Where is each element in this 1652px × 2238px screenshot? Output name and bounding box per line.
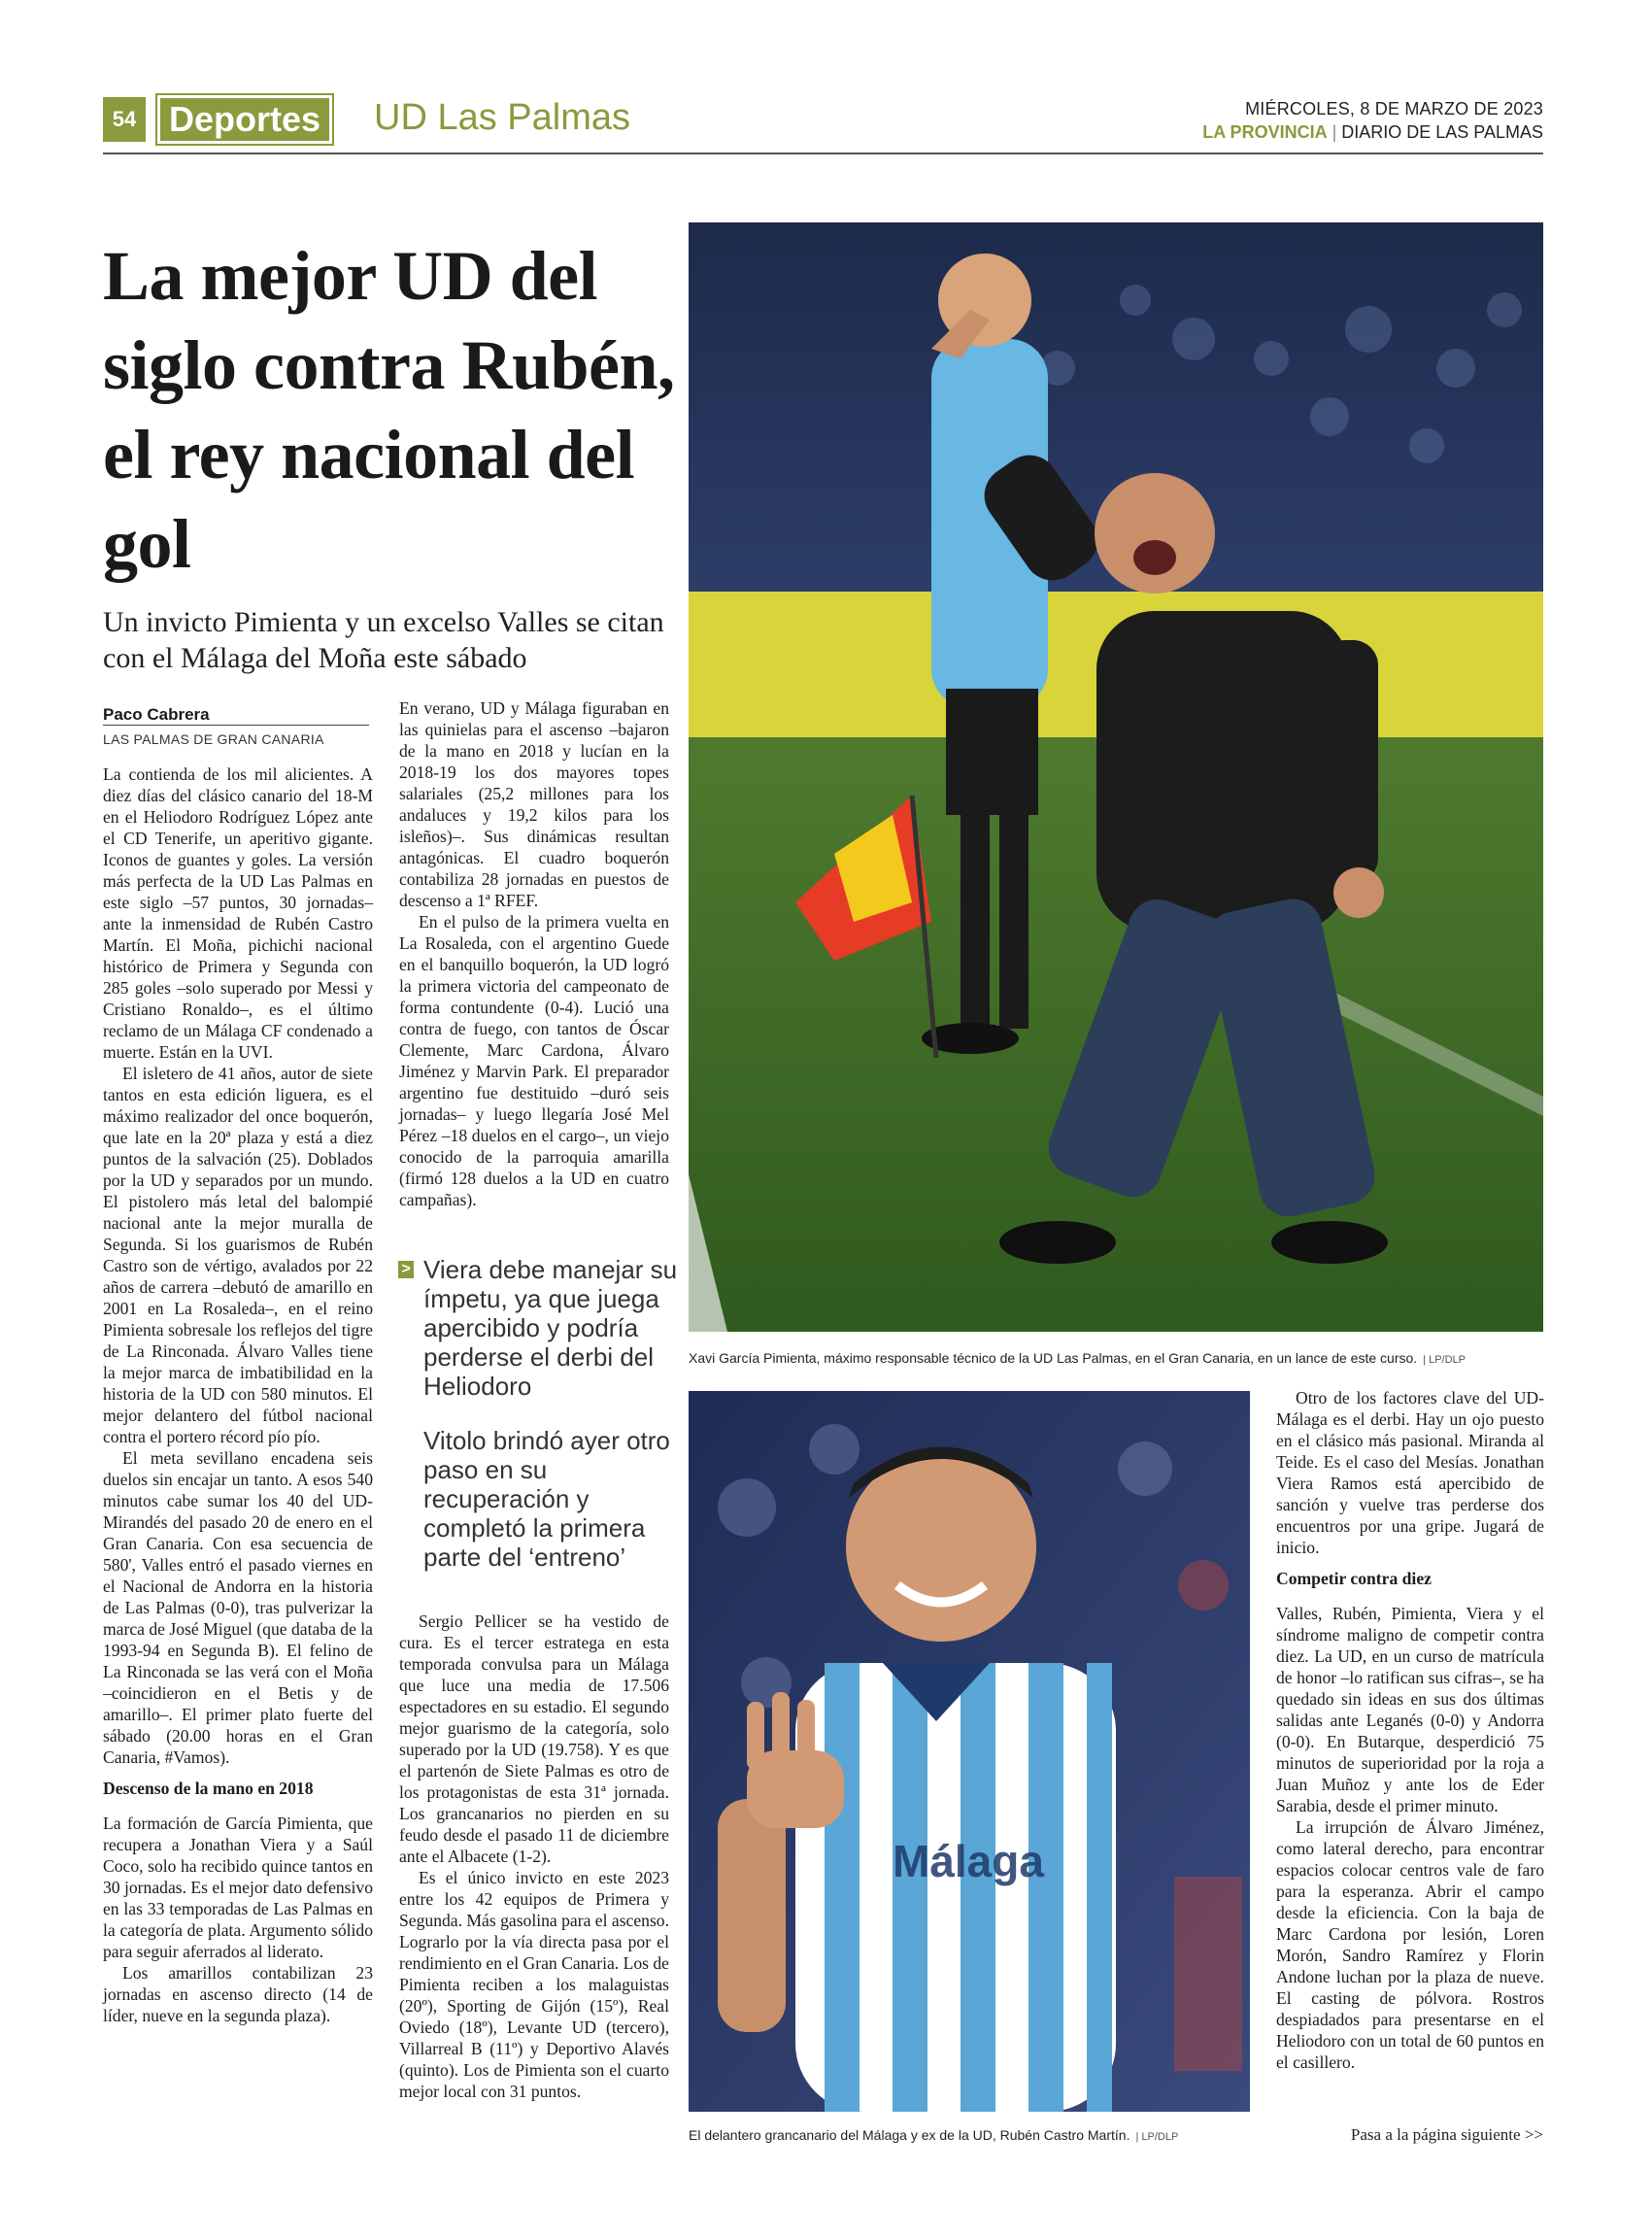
body-column-2-continued xyxy=(399,1611,669,2102)
dateline-place: LAS PALMAS DE GRAN CANARIA xyxy=(103,731,324,747)
credit-text: LP/DLP xyxy=(1429,1354,1466,1366)
pull-quotes xyxy=(398,1255,680,1572)
byline-rule xyxy=(103,725,369,726)
paragraph: La contienda de los mil alicientes. A diez días del clásico canario del 18-M en el Heliodoro Rodríguez López ante el CD Tenerife, un aperitivo gigante. Iconos de guantes y goles. La versión más perfecta de la UD Las Palmas en este siglo –57 puntos, 30 jornadas– ante la inmensidad de Rubén Castro Martín. El Moña, pichichi nacional histórico de Primera y Segunda con 285 goles –solo superado por Messi y Cristiano Ronaldo–, es el último reclamo de un Málaga CF condenado a muerte. Están en la UVI. xyxy=(103,764,373,1062)
photo-credit: | LP/DLP xyxy=(1423,1354,1466,1366)
section-label: Deportes xyxy=(157,95,332,144)
body-column-4 xyxy=(1276,1387,1544,2073)
brand-name: LA PROVINCIA xyxy=(1202,122,1328,142)
caption-text: El delantero grancanario del Málaga y ex de la UD, Rubén Castro Martín. xyxy=(689,2127,1130,2143)
paragraph: Los amarillos contabilizan 23 jornadas en ascenso directo (14 de líder, nueve en la segunda plaza). xyxy=(103,1963,373,2025)
coach-photo-illustration xyxy=(689,222,1543,1332)
paragraph: Valles, Rubén, Pimienta, Viera y el síndrome maligno de competir contra diez. La UD, en un curso de matrícula de honor –lo ratifican sus cifras–, se ha quedado sin ideas en sus dos últimas salidas ante Leganés (0-0) y Andorra (0-0). En Butarque, desperdició 75 minutos de superioridad por la roja a Juan Muñoz y ante los de Eder Sarabia, desde el primer minuto. xyxy=(1276,1604,1544,1815)
striker-photo xyxy=(689,1391,1250,2112)
deck: Un invicto Pimienta y un excelso Valles se citan con el Málaga del Moña este sábado xyxy=(103,606,664,674)
issue-date: MIÉRCOLES, 8 DE MARZO DE 2023 xyxy=(1245,99,1543,119)
subsection-label: UD Las Palmas xyxy=(374,97,630,138)
subheading: Descenso de la mano en 2018 xyxy=(103,1779,314,1798)
quote-marker-icon: > xyxy=(398,1261,414,1278)
masthead-separator: | xyxy=(1332,122,1337,142)
photo-credit: | LP/DLP xyxy=(1135,2131,1179,2143)
paper-name: DIARIO DE LAS PALMAS xyxy=(1341,122,1543,142)
pull-quote-1: Viera debe manejar su ímpetu, ya que juega apercibido y podría perderse el derbi del Heliodoro xyxy=(423,1255,678,1401)
striker-photo-illustration xyxy=(689,1391,1250,2112)
paragraph: Es el único invicto en este 2023 entre los 42 equipos de Primera y Segunda. Más gasolina para el ascenso. Lograrlo por la vía directa pasa por el rendimiento en el Gran Canaria. Los de Pimienta reciben a los malaguistas (20º), Sporting de Gijón (15º), Real Oviedo (18º), Levante UD (tercero), Villarreal B (11º) y Deportivo Alavés (quinto). Los de Pimienta son el cuarto mejor local con 31 puntos. xyxy=(399,1868,669,2101)
photo-caption-1 xyxy=(689,1350,1543,1366)
author: Paco Cabrera xyxy=(103,705,210,724)
paragraph: El meta sevillano encadena seis duelos sin encajar un tanto. A esos 540 minutos cabe sumar los 40 del UD-Mirandés del pasado 20 de enero en el Gran Canaria. Con esa secuencia de 580', Valles entró el pasado viernes en el Nacional de Andorra en la historia de Las Palmas (0-0), tras pulverizar la marca de José Miguel (que databa de la 1993-94 en Segunda B). El felino de La Rinconada se las verá con el Moña –coincidieron en el Betis y de amarillo–. El primer plato fuerte del sábado (20.00 horas en el Gran Canaria, #Vamos). xyxy=(103,1448,373,1767)
paragraph: La formación de García Pimienta, que recupera a Jonathan Viera y a Saúl Coco, solo ha recibido quince tantos en 30 jornadas. Es el mejor dato defensivo en las 33 temporadas de Las Palmas en la categoría de plata. Argumento sólido para seguir aferrados al liderato. xyxy=(103,1814,374,1961)
caption-text: Xavi García Pimienta, máximo responsable técnico de la UD Las Palmas, en el Gran Canaria, en un lance de este curso. xyxy=(689,1350,1418,1366)
header-rule xyxy=(103,153,1543,154)
headline: La mejor UD del siglo contra Rubén, el rey nacional del gol xyxy=(103,237,675,583)
pull-quote-2: Vitolo brindó ayer otro paso en su recuperación y completó la primera parte del ‘entreno’ xyxy=(423,1426,670,1572)
paragraph: La irrupción de Álvaro Jiménez, como lateral derecho, para encontrar espacios colocar centros vale de faro para la esperanza. Abrir el campo desde la eficiencia. Con la baja de Marc Cardona por lesión, Loren Morón, Sandro Ramírez y Florin Andone luchan por la plaza de nueve. El casting de pólvora. Rostros despiadados para presentarse en el Heliodoro con un total de 60 puntos en el casillero. xyxy=(1276,1817,1544,2072)
body-column-2 xyxy=(399,697,669,1210)
paragraph: El isletero de 41 años, autor de siete tantos en esta edición liguera, es el máximo realizador del once boquerón, que late en la 20ª plaza y está a diez puntos de la salvación (25). Doblados por la UD y separados por un mundo. El pistolero más letal del balompié nacional ante la mejor muralla de Segunda. Si los guarismos de Rubén Castro son de vértigo, avalados por 22 años de carrera –debutó de amarillo en 2001 en La Rosaleda–, en el reino Pimienta sobresale los reflejos del tigre de La Rinconada. Álvaro Valles tiene la mejor marca de imbatibilidad en la historia de la UD con 580 minutos. El mejor delantero del fútbol nacional contra el portero récord pío pío. xyxy=(103,1064,373,1446)
paragraph: En el pulso de la primera vuelta en La Rosaleda, con el argentino Guede en el banquillo boquerón, la UD logró la primera victoria del campeonato de forma contundente (0-4). Lució una contra de fuego, con tantos de Óscar Clemente, Marc Cardona, Álvaro Jiménez y Marvin Park. El preparador argentino fue destituido –duró seis jornadas– y luego llegaría José Mel Pérez –18 duelos en el cargo–, un viejo conocido de la parroquia amarilla (firmó 128 duelos a la UD en cuatro campañas). xyxy=(399,912,669,1209)
coach-photo xyxy=(689,222,1543,1332)
page-number: 54 xyxy=(103,97,146,142)
continue-link[interactable]: Pasa a la página siguiente >> xyxy=(1350,2125,1543,2144)
body-column-1 xyxy=(103,763,373,2026)
paragraph: Otro de los factores clave del UD-Málaga es el derbi. Hay un ojo puesto en el clásico más pasional. Miranda al Teide. Es el caso del Mesías. Jonathan Viera Ramos está apercibido de sanción y vuelve tras perderse dos encuentros por una gripe. Jugará de inicio. xyxy=(1276,1388,1544,1557)
sponsor-text: Málaga xyxy=(893,1836,1044,1886)
paragraph: Sergio Pellicer se ha vestido de cura. Es el tercer estratega en esta temporada convulsa para un Málaga que luce una media de 17.506 espectadores en su estadio. El segundo mejor guarismo de la categoría, solo superado por la UD (19.758). Y es que el partenón de Siete Palmas es otro de los protagonistas de esta 31ª jornada. Los grancanarios no pierden en su feudo desde el pasado 11 de diciembre ante el Albacete (1-2). xyxy=(399,1611,669,1866)
masthead-line xyxy=(1202,122,1543,143)
credit-text: LP/DLP xyxy=(1141,2131,1179,2143)
subheading: Competir contra diez xyxy=(1276,1569,1432,1588)
paragraph: En verano, UD y Málaga figuraban en las quinielas para el ascenso –bajaron de la mano en 2018 y lucían en la 2018-19 los dos mayores topes salariales (25,2 millones para los andaluces y 19,2 kilos para los isleños)–. Sus dinámicas resultan antagónicas. El cuadro boquerón contabiliza 28 jornadas en puestos de descenso a 1ª RFEF. xyxy=(399,698,669,910)
photo-caption-2 xyxy=(689,2127,1250,2143)
